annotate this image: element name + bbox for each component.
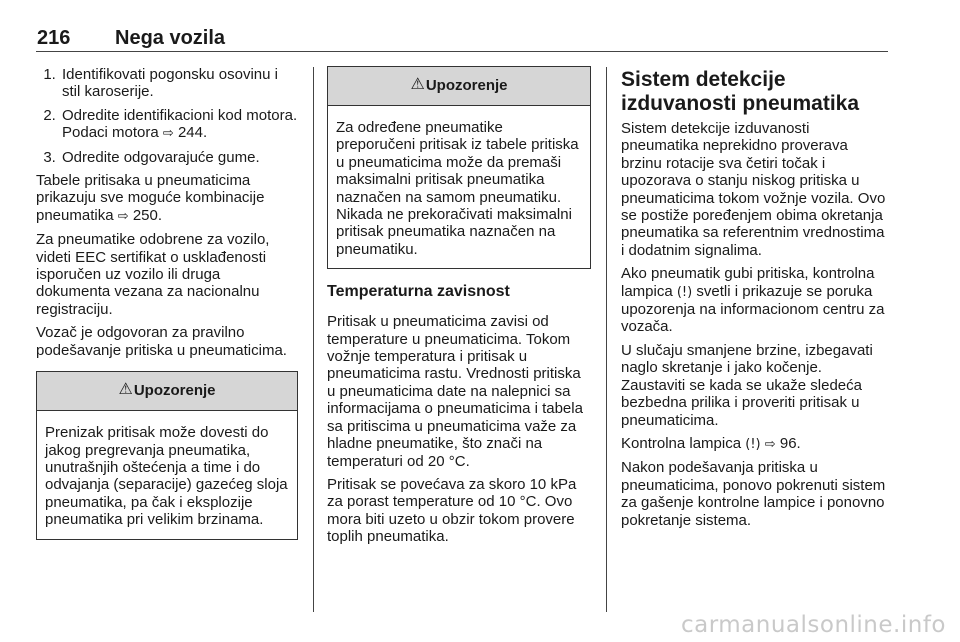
page-number: 216 xyxy=(37,27,71,49)
section-heading: Temperaturna zavisnost xyxy=(327,283,510,301)
paragraph: U slučaju smanjene brzine, izbegavati naglo skretanje i jako kočenje. Zaustaviti se kada se ukaže sledeća bezbedna prilika i proveriti pritisak u pneumaticima. xyxy=(621,341,873,429)
warning-box xyxy=(36,371,298,539)
column-2 xyxy=(327,66,591,552)
paragraph: Tabele pritisaka u pneumaticima prikazuju sve moguće kombinacije pneumatika ⇨ 250. xyxy=(36,172,265,224)
warning-header: ⚠ Upozorenje xyxy=(328,67,590,106)
warning-triangle-icon: ⚠ xyxy=(410,76,425,94)
page-ref-arrow-icon: ⇨ xyxy=(117,208,129,224)
page-ref-link[interactable]: 250. xyxy=(132,206,163,224)
tire-pressure-warning-icon: (!) xyxy=(745,436,761,452)
warning-header: ⚠ Upozorenje xyxy=(37,372,297,411)
header-rule xyxy=(36,51,888,52)
list-item: 3. Odredite odgovarajuće gume. xyxy=(60,149,298,166)
column-1 xyxy=(36,66,298,554)
tire-pressure-warning-icon: (!) xyxy=(676,284,693,300)
warning-body: Prenizak pritisak može dovesti do jakog pregrevanja pneumatika, unutrašnjih oštećenja a time i do odvajanja (separacije) gazećeg sloja pneumatika, pa čak i eksplozije pneumatika pri velikim brzinama. xyxy=(45,424,288,529)
column-3 xyxy=(621,66,889,535)
warning-body: Za određene pneumatike preporučeni pritisak iz tabele pritiska u pneumaticima može da premaši maksimalni pritisak pneumatika naznačen na samom pneumatiku. Nikada ne prekoračivati maksimalni pritisak pneumatika naznačen na pneumatiku. xyxy=(336,119,579,258)
section-title: Nega vozila xyxy=(115,27,226,49)
list-item: 1. Identifikovati pogonsku osovinu i stil karoserije. xyxy=(60,66,298,101)
list-item: 2. Odredite identifikacioni kod motora. Podaci motora ⇨ 244. xyxy=(60,107,298,143)
paragraph: Sistem detekcije izduvanosti pneumatika neprekidno proverava brzinu rotacije sva četiri točak i upozorava o stanju niskog pritiska u pneumaticima tokom vožnje vozila. Ovo se postiže poređenjem obima okretanja pneumatika sa referentnim vrednostima i dodatnim signalima. xyxy=(621,120,886,259)
paragraph: Ako pneumatik gubi pritiska, kontrolna lampica (!) svetli i prikazuje se poruka upozorenja na informacionom centru za vozača. xyxy=(621,265,885,336)
paragraph: Za pneumatike odobrene za vozilo, videti EEC sertifikat o usklađenosti isporučen uz vozilo ili druga dokumenta vezana za nacionalnu registraciju. xyxy=(36,231,270,318)
column-divider-1 xyxy=(313,67,314,612)
section-heading: Sistem detekcije izduvanosti pneumatika xyxy=(621,68,860,115)
steps-list xyxy=(36,66,298,166)
watermark: carmanualsonline.info xyxy=(680,612,946,638)
page-ref-arrow-icon: ⇨ xyxy=(162,126,174,142)
page-ref-link[interactable]: 96. xyxy=(779,434,801,452)
paragraph: Nakon podešavanja pritiska u pneumaticima, ponovo pokrenuti sistem za gašenje kontrolne lampice i ponovno pokretanje sistema. xyxy=(621,459,886,529)
column-divider-2 xyxy=(606,67,607,612)
paragraph: Pritisak se povećava za skoro 10 kPa za porast temperature od 10 °C. Ovo mora biti uzeto u obzir tokom provere toplih pneumatika. xyxy=(327,475,577,546)
warning-triangle-icon: ⚠ xyxy=(118,381,133,399)
paragraph: Kontrolna lampica (!) ⇨ 96. xyxy=(621,434,801,452)
warning-box xyxy=(327,66,591,269)
paragraph: Vozač je odgovoran za pravilno podešavanje pritiska u pneumaticima. xyxy=(36,324,287,359)
paragraph: Pritisak u pneumaticima zavisi od temperature u pneumaticima. Tokom vožnje temperatura i pritisak u pneumaticima rastu. Vrednosti pritiska u pneumaticima date na nalepnici sa informacijama o pneumaticima i tabela sa pritiscima u pneumaticima važe za hladne pneumatike, što znači na temperaturi od 20 °C. xyxy=(327,313,583,470)
page-ref-arrow-icon: ⇨ xyxy=(764,436,776,452)
page-ref-link[interactable]: 244. xyxy=(177,124,208,142)
page-header xyxy=(0,0,960,50)
